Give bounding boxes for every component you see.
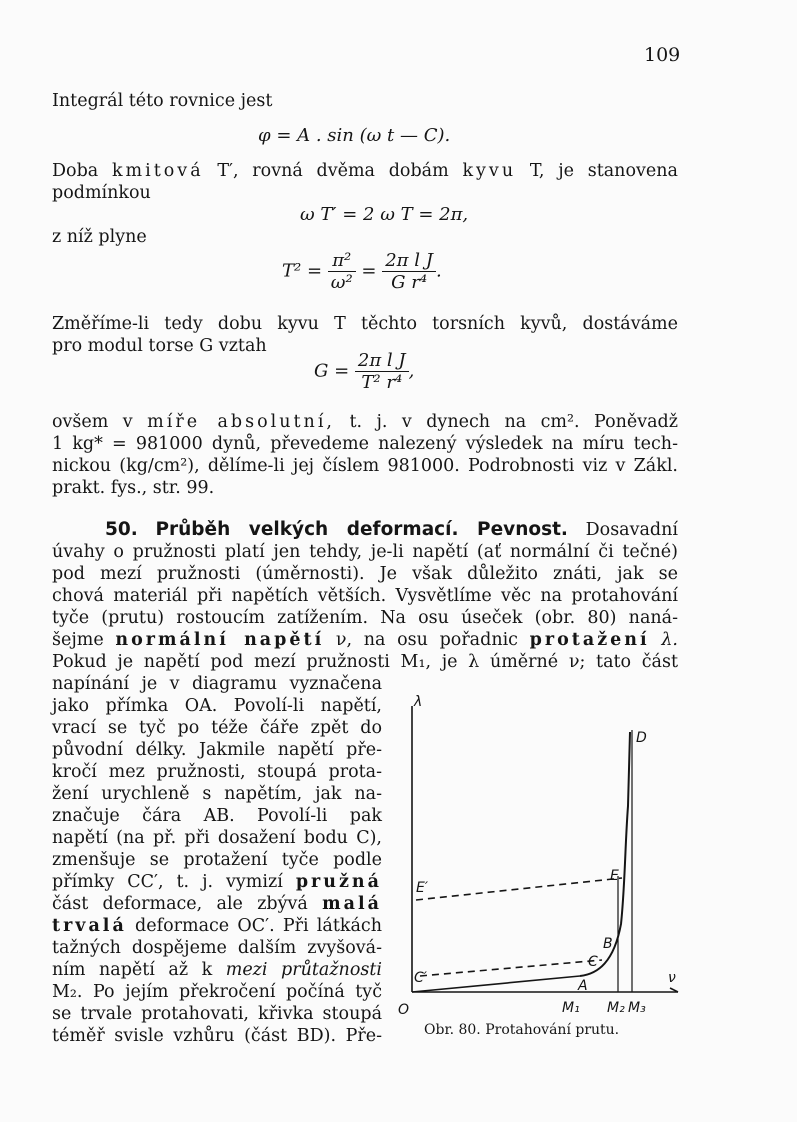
column-line: zmenšuje se protažení tyče podle	[52, 850, 382, 870]
point-label-E: E	[610, 868, 619, 884]
text-line: pro modul torse G vztah	[52, 336, 267, 356]
tick-label-M2: M₂	[607, 1000, 625, 1016]
page-number: 109	[644, 44, 681, 66]
equation-period: ω T′ = 2 ω T = 2π,	[300, 204, 469, 225]
text-line: nickou (kg/cm²), dělíme-li jej číslem 981000. Podrobnosti viz v Zákl.	[52, 456, 678, 476]
column-line: část deformace, ale zbývá malá	[52, 894, 382, 914]
equation-phase: φ = A . sin (ω t — C).	[258, 125, 451, 146]
column-line: jako přímka OA. Povolí-li napětí,	[52, 696, 382, 716]
equation-torsion-modulus: G = $\frac{\text{2π l J}}{\text{T² r⁴}}$ ,	[314, 350, 415, 393]
section-heading-line: 50. Průběh velkých deformací. Pevnost. Dosavadní	[105, 519, 678, 540]
text-line: ovšem v míře absolutní, t. j. v dynech na cm². Poněvadž	[52, 412, 678, 432]
text-line: 1 kg* = 981000 dynů, převedeme nalezený výsledek na míru tech-	[52, 434, 678, 454]
figure-stress-strain-diagram	[392, 686, 692, 1022]
text-line: pod mezí pružnosti (úměrnosti). Je však důležito znáti, jak se	[52, 564, 678, 584]
equation-period-squared: T² = $\frac{\text{π²}}{\text{ω²}}$ = $\frac{\text{2π l J}}{\text{G r⁴}}$ .	[282, 250, 442, 293]
origin-label: O	[398, 1002, 410, 1018]
point-label-C: C	[588, 954, 598, 970]
column-line: značuje čára AB. Povolí-li pak	[52, 806, 382, 826]
column-line: tažných dospějeme dalším zvyšová-	[52, 938, 382, 958]
column-line: ním napětí až k mezi průtažnosti	[52, 960, 382, 980]
column-line: napínání je v diagramu vyznačena	[52, 674, 382, 694]
column-line: téměř svisle vzhůru (část BD). Pře-	[52, 1026, 382, 1046]
column-line: se trvale protahovati, křivka stoupá	[52, 1004, 382, 1024]
tick-label-M3: M₃	[628, 1000, 646, 1016]
text-line: podmínkou	[52, 183, 151, 203]
point-label-C-prime: C′	[414, 970, 427, 986]
text-line: z níž plyne	[52, 227, 147, 247]
column-line: M₂. Po jejím překročení počíná tyč	[52, 982, 382, 1002]
point-label-B: B	[603, 936, 613, 952]
point-label-D: D	[636, 730, 647, 746]
text-line: tyče (prutu) rostoucím zatížením. Na osu úseček (obr. 80) naná-	[52, 608, 678, 628]
text-line: Pokud je napětí pod mezí pružnosti M₁, je λ úměrné ν; tato část	[52, 652, 678, 672]
point-label-E-prime: E′	[416, 880, 429, 896]
line-CC-prime	[420, 960, 602, 976]
text-line: chová materiál při napětích větších. Vysvětlíme věc na protahování	[52, 586, 678, 606]
tick-label-M1: M₁	[562, 1000, 580, 1016]
section-number: 50.	[105, 519, 138, 540]
text-line: šejme normální napětí ν, na osu pořadnic protažení λ.	[52, 630, 678, 650]
axis-label-lambda: λ	[414, 694, 423, 710]
axis-label-nu: ν	[668, 970, 676, 986]
text-line: Doba kmitová T′, rovná dvěma dobám kyvu T, je stanovena	[52, 161, 678, 181]
point-label-A: A	[578, 978, 588, 994]
line-OA	[412, 976, 580, 992]
text-line: Změříme-li tedy dobu kyvu T těchto torsních kyvů, dostáváme	[52, 314, 678, 334]
text-line: prakt. fys., str. 99.	[52, 478, 215, 498]
column-line: kročí mez pružnosti, stoupá prota-	[52, 762, 382, 782]
line-EE-prime	[416, 878, 622, 900]
column-line: trvalá deformace OC′. Při látkách	[52, 916, 382, 936]
column-line: vrací se tyč po téže čáře zpět do	[52, 718, 382, 738]
text-line: Integrál této rovnice jest	[52, 91, 273, 111]
figure-caption: Obr. 80. Protahování prutu.	[424, 1022, 620, 1038]
column-line: napětí (na př. při dosažení bodu C),	[52, 828, 382, 848]
text-line: úvahy o pružnosti platí jen tehdy, je-li napětí (ať normální či tečné)	[52, 542, 678, 562]
column-line: přímky CC′, t. j. vymizí pružná	[52, 872, 382, 892]
column-line: původní délky. Jakmile napětí pře-	[52, 740, 382, 760]
column-line: žení urychleně s napětím, jak na-	[52, 784, 382, 804]
section-title: Průběh velkých deformací. Pevnost.	[155, 519, 568, 540]
